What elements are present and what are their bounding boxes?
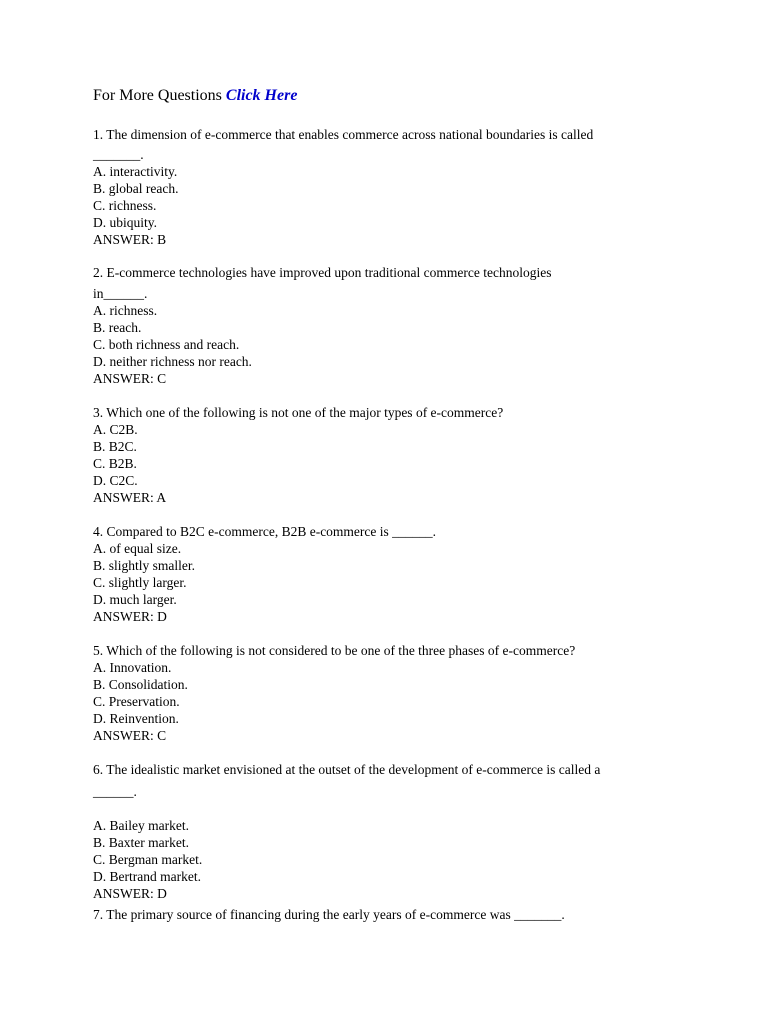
click-here-link[interactable]: Click Here [225, 87, 298, 104]
question-1-option-a: A. interactivity. [93, 164, 178, 179]
question-2-option-c: C. both richness and reach. [93, 337, 240, 352]
question-4-option-c: C. slightly larger. [93, 575, 187, 590]
question-5-answer: ANSWER: C [93, 728, 167, 743]
question-2-text-line-1: 2. E-commerce technologies have improved upon traditional commerce technologies [93, 265, 552, 280]
question-1-option-b: B. global reach. [93, 181, 179, 196]
question-5-option-a: A. Innovation. [93, 660, 172, 675]
question-3-option-a: A. C2B. [93, 422, 138, 437]
question-4-text-line-1: 4. Compared to B2C e-commerce, B2B e-commerce is ______. [93, 524, 437, 539]
question-5-option-d: D. Reinvention. [93, 711, 179, 726]
question-6-answer: ANSWER: D [93, 886, 167, 901]
question-2-text-line-2: in______. [93, 286, 148, 301]
question-6-option-c: C. Bergman market. [93, 852, 203, 867]
question-6-text-line-1: 6. The idealistic market envisioned at the outset of the development of e-commerce is called a [93, 762, 601, 777]
question-3-option-c: C. B2B. [93, 456, 137, 471]
question-3-text-line-1: 3. Which one of the following is not one of the major types of e-commerce? [93, 405, 504, 420]
question-1-text-line-2: _______. [93, 147, 144, 162]
question-5-text-line-1: 5. Which of the following is not considered to be one of the three phases of e-commerce? [93, 643, 576, 658]
question-5-option-b: B. Consolidation. [93, 677, 188, 692]
question-3-answer: ANSWER: A [93, 490, 167, 505]
question-3-option-b: B. B2C. [93, 439, 137, 454]
question-6-option-d: D. Bertrand market. [93, 869, 201, 884]
question-3-option-d: D. C2C. [93, 473, 138, 488]
question-6-text-line-2: ______. [93, 784, 137, 799]
question-1-text-line-1: 1. The dimension of e-commerce that enables commerce across national boundaries is called [93, 127, 594, 142]
question-1-answer: ANSWER: B [93, 232, 167, 247]
question-4-answer: ANSWER: D [93, 609, 167, 624]
question-7-text-line-1: 7. The primary source of financing during the early years of e-commerce was _______. [93, 907, 565, 922]
header-line [93, 86, 297, 106]
question-2-option-a: A. richness. [93, 303, 158, 318]
question-6-option-a: A. Bailey market. [93, 818, 189, 833]
question-2-option-b: B. reach. [93, 320, 142, 335]
question-4-option-b: B. slightly smaller. [93, 558, 196, 573]
question-4-option-d: D. much larger. [93, 592, 177, 607]
question-5-option-c: C. Preservation. [93, 694, 180, 709]
question-2-answer: ANSWER: C [93, 371, 167, 386]
header-text: For More Questions [93, 87, 226, 104]
question-1-option-c: C. richness. [93, 198, 157, 213]
question-1-option-d: D. ubiquity. [93, 215, 157, 230]
question-2-option-d: D. neither richness nor reach. [93, 354, 252, 369]
question-4-option-a: A. of equal size. [93, 541, 182, 556]
question-6-option-b: B. Baxter market. [93, 835, 189, 850]
